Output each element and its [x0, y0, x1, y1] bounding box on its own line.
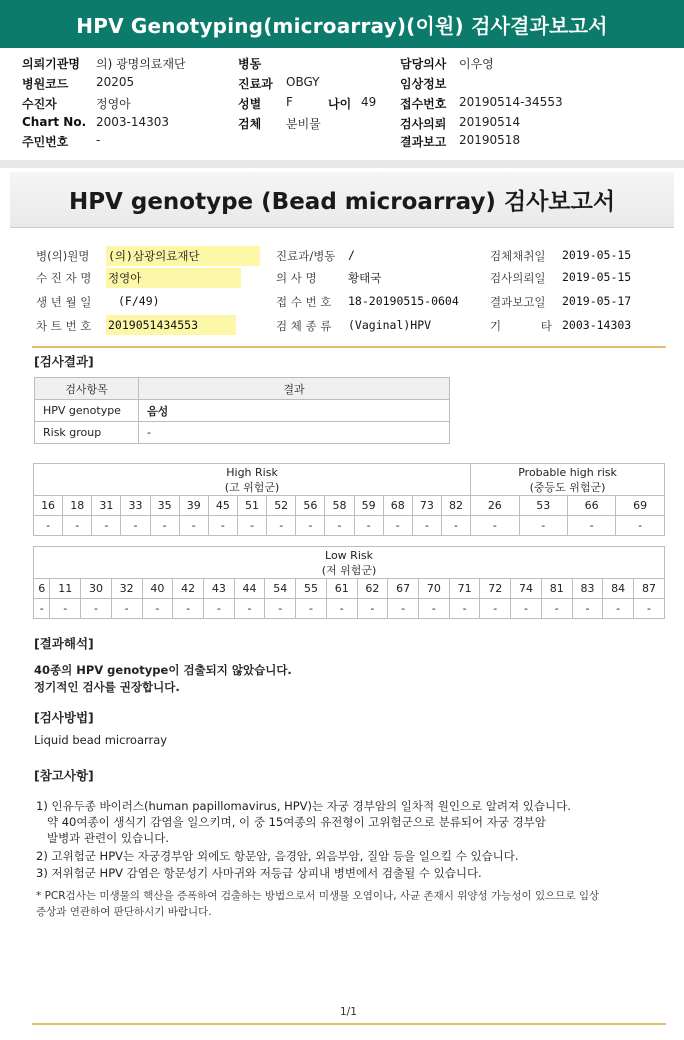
- low-risk-type: 83: [572, 579, 603, 599]
- age-value: 49: [361, 95, 377, 109]
- low-risk-value: -: [419, 599, 450, 619]
- method-section-title: [검사방법]: [34, 710, 94, 725]
- doctor-value: 이우영: [459, 57, 494, 71]
- high-risk-type: 56: [296, 496, 325, 516]
- pt-doctor-label: 의 사 명: [276, 271, 317, 285]
- clinical-label: 임상정보: [400, 77, 447, 91]
- pt-hospital-value: (의)삼광의료재단: [106, 246, 260, 266]
- pt-receipt-label: 접 수 번 호: [276, 295, 332, 309]
- low-risk-value: -: [81, 599, 112, 619]
- probable-high-risk-type: 69: [616, 496, 665, 516]
- high-risk-type: 82: [441, 496, 470, 516]
- high-risk-value: -: [412, 516, 441, 536]
- probable-high-risk-value: -: [519, 516, 567, 536]
- report-label: 결과보고: [400, 135, 447, 149]
- dept-value: OBGY: [286, 75, 320, 89]
- rrn-value: -: [96, 133, 101, 147]
- pt-etc-label: 기 타: [490, 319, 570, 333]
- low-risk-value: -: [572, 599, 603, 619]
- hospital-code-value: 20205: [96, 75, 135, 89]
- sex-value: F: [286, 95, 293, 109]
- low-risk-value: -: [480, 599, 511, 619]
- low-risk-value: -: [34, 599, 50, 619]
- patient-value: 정영아: [96, 97, 131, 111]
- low-risk-type: 81: [541, 579, 572, 599]
- divider-line: [32, 346, 666, 348]
- probable-high-risk-subtitle: (중등도 위험군): [529, 480, 606, 494]
- high-risk-type: 59: [354, 496, 383, 516]
- low-risk-value: -: [603, 599, 634, 619]
- high-risk-title: High Risk: [226, 465, 278, 479]
- high-risk-value: -: [267, 516, 296, 536]
- age-label: 나이: [328, 97, 352, 111]
- high-risk-type: 16: [34, 496, 63, 516]
- note-line: 발병과 관련이 있습니다.: [36, 831, 170, 845]
- result-item: HPV genotype: [35, 400, 139, 422]
- pt-chart-label: 차 트 번 호: [36, 319, 92, 333]
- high-risk-type: 45: [208, 496, 237, 516]
- probable-high-risk-title: Probable high risk: [518, 465, 617, 479]
- low-risk-value: -: [265, 599, 296, 619]
- report-title: HPV Genotyping(microarray)(이원) 검사결과보고서: [76, 13, 608, 38]
- result-section-title: [검사결과]: [34, 354, 94, 369]
- pt-etc-value: 2003-14303: [562, 318, 632, 332]
- table-row: [35, 422, 450, 444]
- pt-receipt-value: 18-20190515-0604: [348, 294, 459, 308]
- low-risk-type: 67: [388, 579, 419, 599]
- table-row: [35, 400, 450, 422]
- pt-report-value: 2019-05-17: [562, 294, 632, 308]
- section-divider: [0, 160, 684, 168]
- order-info-panel: [0, 48, 684, 160]
- low-risk-header: [34, 547, 665, 579]
- hospital-code-label: 병원코드: [22, 77, 69, 91]
- notes-section-title: [참고사항]: [34, 768, 94, 783]
- high-risk-header: [34, 464, 471, 496]
- high-risk-type: 58: [325, 496, 354, 516]
- pt-name-label: 수 진 자 명: [36, 271, 92, 285]
- receipt-value: 20190514-34553: [459, 95, 563, 109]
- probable-high-risk-value: -: [471, 516, 519, 536]
- low-risk-value: -: [541, 599, 572, 619]
- low-risk-type: 30: [81, 579, 112, 599]
- low-risk-subtitle: (저 위험군): [321, 563, 377, 577]
- probable-high-risk-type: 53: [519, 496, 567, 516]
- high-risk-value: -: [92, 516, 121, 536]
- pt-collect-value: 2019-05-15: [562, 248, 632, 262]
- report-heading: HPV genotype (Bead microarray) 검사보고서: [68, 189, 616, 215]
- low-risk-value: -: [634, 599, 665, 619]
- low-risk-table: [33, 546, 665, 619]
- high-risk-value: -: [34, 516, 63, 536]
- low-risk-type: 62: [357, 579, 388, 599]
- high-risk-value: -: [179, 516, 208, 536]
- low-risk-type: 43: [203, 579, 234, 599]
- high-risk-type: 73: [412, 496, 441, 516]
- note-line: 2) 고위험군 HPV는 자궁경부암 외에도 항문암, 음경암, 외음부암, 질암 등을 일으킬 수 있습니다.: [36, 849, 519, 863]
- high-risk-value: -: [383, 516, 412, 536]
- high-risk-type: 31: [92, 496, 121, 516]
- high-risk-value: -: [441, 516, 470, 536]
- low-risk-value: -: [142, 599, 173, 619]
- low-risk-value: -: [50, 599, 81, 619]
- high-risk-value: -: [237, 516, 266, 536]
- pt-dob-value: (F/49): [118, 294, 160, 308]
- interpretation-section-title: [결과해석]: [34, 636, 94, 651]
- high-risk-type: 39: [179, 496, 208, 516]
- method-text: Liquid bead microarray: [34, 733, 168, 747]
- low-risk-type: 71: [449, 579, 480, 599]
- low-risk-value: -: [203, 599, 234, 619]
- request-label: 검사의뢰: [400, 117, 447, 131]
- low-risk-type: 61: [326, 579, 357, 599]
- result-table: [34, 377, 450, 444]
- specimen-label: 검체: [238, 117, 262, 131]
- low-risk-title: Low Risk: [325, 548, 373, 562]
- rrn-label: 주민번호: [22, 135, 69, 149]
- report-title-bar: [0, 0, 684, 48]
- pt-collect-label: 검체채취일: [490, 249, 546, 263]
- footnote-line: 증상과 연관하여 판단하시기 바랍니다.: [36, 906, 212, 918]
- low-risk-type: 84: [603, 579, 634, 599]
- high-risk-type: 52: [267, 496, 296, 516]
- note-line: 약 40여종이 생식기 감염을 일으키며, 이 중 15여종의 유전형이 고위험군으로 분류되어 자궁 경부암: [36, 815, 546, 829]
- result-value: 음성: [139, 400, 450, 422]
- high-risk-type: 35: [150, 496, 179, 516]
- probable-high-risk-value: -: [567, 516, 615, 536]
- pt-report-label: 결과보고일: [490, 295, 546, 309]
- low-risk-type: 6: [34, 579, 50, 599]
- request-value: 20190514: [459, 115, 521, 129]
- high-risk-type: 33: [121, 496, 150, 516]
- report-value: 20190518: [459, 133, 521, 147]
- low-risk-type: 32: [111, 579, 142, 599]
- low-risk-type: 72: [480, 579, 511, 599]
- pt-request-label: 검사의뢰일: [490, 271, 546, 285]
- low-risk-value: -: [296, 599, 327, 619]
- low-risk-value: -: [326, 599, 357, 619]
- ward-label: 병동: [238, 57, 262, 71]
- low-risk-value: -: [388, 599, 419, 619]
- high-risk-table: [33, 463, 665, 536]
- patient-label: 수진자: [22, 97, 57, 111]
- pt-dept-label: 진료과/병동: [276, 249, 336, 263]
- pt-dept-value: /: [348, 248, 355, 262]
- low-risk-value: -: [511, 599, 542, 619]
- note-line: 3) 저위험군 HPV 감염은 항문성기 사마귀와 저등급 상피내 병변에서 검출될 수 있습니다.: [36, 866, 482, 880]
- interpretation-line: 40종의 HPV genotype이 검출되지 않았습니다.: [34, 663, 292, 677]
- sex-label: 성별: [238, 97, 262, 111]
- low-risk-value: -: [234, 599, 265, 619]
- high-risk-value: -: [63, 516, 92, 536]
- low-risk-type: 44: [234, 579, 265, 599]
- interpretation-line: 정기적인 검사를 권장합니다.: [34, 680, 180, 694]
- low-risk-value: -: [357, 599, 388, 619]
- low-risk-type: 55: [296, 579, 327, 599]
- low-risk-value: -: [111, 599, 142, 619]
- probable-high-risk-type: 66: [567, 496, 615, 516]
- high-risk-type: 68: [383, 496, 412, 516]
- low-risk-type: 74: [511, 579, 542, 599]
- page-number: 1/1: [340, 1006, 357, 1018]
- footer-divider: [32, 1023, 666, 1025]
- high-risk-value: -: [354, 516, 383, 536]
- high-risk-value: -: [325, 516, 354, 536]
- result-col-item: 검사항목: [35, 378, 139, 400]
- report-document: [0, 168, 684, 1040]
- high-risk-value: -: [121, 516, 150, 536]
- result-col-result: 결과: [139, 378, 450, 400]
- low-risk-type: 40: [142, 579, 173, 599]
- dept-label: 진료과: [238, 77, 273, 91]
- probable-high-risk-type: 26: [471, 496, 519, 516]
- pt-doctor-value: 황태국: [348, 271, 382, 285]
- result-value: -: [139, 422, 450, 444]
- high-risk-value: -: [296, 516, 325, 536]
- low-risk-type: 42: [173, 579, 204, 599]
- high-risk-type: 51: [237, 496, 266, 516]
- low-risk-type: 70: [419, 579, 450, 599]
- pt-hospital-label: 병(의)원명: [36, 249, 90, 263]
- low-risk-type: 54: [265, 579, 296, 599]
- receipt-label: 접수번호: [400, 97, 447, 111]
- low-risk-type: 87: [634, 579, 665, 599]
- pt-request-value: 2019-05-15: [562, 270, 632, 284]
- high-risk-subtitle: (고 위험군): [224, 480, 280, 494]
- pt-specimen-value: (Vaginal)HPV: [348, 318, 432, 332]
- probable-high-risk-value: -: [616, 516, 665, 536]
- result-item: Risk group: [35, 422, 139, 444]
- pt-chart-value: 2019051434553: [106, 315, 236, 335]
- institution-label: 의뢰기관명: [22, 57, 80, 71]
- footnote-line: * PCR검사는 미생물의 핵산을 증폭하여 검출하는 방법으로서 미생물 오염이나, 사균 존재시 위양성 가능성이 있으므로 임상: [36, 890, 600, 902]
- high-risk-type: 18: [63, 496, 92, 516]
- low-risk-type: 11: [50, 579, 81, 599]
- high-risk-value: -: [208, 516, 237, 536]
- low-risk-value: -: [449, 599, 480, 619]
- specimen-value: 분비물: [286, 117, 321, 131]
- pt-dob-label: 생 년 월 일: [36, 295, 92, 309]
- doctor-label: 담당의사: [400, 57, 447, 71]
- report-heading-banner: [10, 172, 674, 228]
- low-risk-value: -: [173, 599, 204, 619]
- pt-specimen-label: 검 체 종 류: [276, 319, 332, 333]
- high-risk-value: -: [150, 516, 179, 536]
- note-line: 1) 인유두종 바이러스(human papillomavirus, HPV)는 자궁 경부암의 일차적 원인으로 알려져 있습니다.: [36, 799, 571, 813]
- chart-value: 2003-14303: [96, 115, 170, 129]
- institution-value: 의) 광명의료재단: [96, 57, 186, 71]
- probable-high-risk-header: [471, 464, 665, 496]
- pt-name-value: 정영아: [106, 268, 241, 288]
- chart-label: Chart No.: [22, 115, 87, 129]
